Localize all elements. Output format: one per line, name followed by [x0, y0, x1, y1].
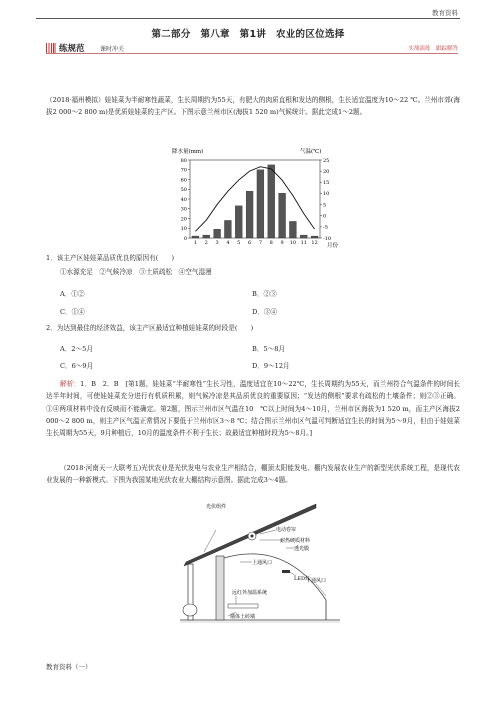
x-tick-label: 12 [311, 240, 318, 246]
right-tick-label: 25 [323, 157, 330, 164]
left-tick-label: 80 [180, 157, 187, 164]
left-tick-label: 40 [180, 196, 187, 203]
label-lower-vent: 下通风口 [306, 578, 327, 584]
right-axis-label: 气温(℃) [300, 149, 322, 155]
label-roller: 电动卷帘 [276, 527, 297, 533]
label-heat-material: 耐热硬质材料 [280, 538, 311, 544]
label-wall: 墙体土砖墙 [230, 614, 256, 620]
precip-bar [257, 170, 264, 238]
precip-bar [224, 220, 231, 238]
right-tick-label: 0 [323, 213, 327, 220]
q1-option-a: A．①② [60, 290, 85, 298]
label-led: LED灯 [294, 576, 310, 582]
x-tick-label: 8 [269, 240, 273, 246]
question-1: 1．该主产区娃娃菜品质优良的原因有( ) [46, 254, 175, 262]
q2-option-a: A．2～5月 [60, 345, 93, 353]
q2-option-d: D．9～12月 [252, 362, 290, 370]
left-tick-label: 10 [180, 226, 187, 233]
precip-bar [311, 236, 318, 238]
plot-frame [190, 160, 320, 238]
x-tick-label: 1 [193, 240, 198, 246]
greenhouse-diagram [176, 500, 344, 626]
q1-option-d: D．③④ [252, 308, 278, 316]
precip-bar [192, 236, 199, 238]
right-tick-label: 10 [323, 191, 330, 198]
right-tick-label: -5 [323, 224, 328, 231]
right-tick-label: 5 [323, 202, 327, 209]
x-tick-label: 11 [300, 240, 307, 246]
intro-paragraph-1: （2018·福州模拟）娃娃菜为半耐寒性蔬菜，生长周期约为55天，有肥大的肉质直根和发达的侧根，生长适宜温度为10～22 ℃。兰州市郊(海拔2 000～2 800 m)是优质娃娃菜的主产区。下图示意兰州市区(海拔1 520 m)气候统计。据此完成1～2题。 [46, 96, 460, 117]
left-tick-label: 70 [180, 167, 187, 174]
label-upper-vent: 上通风口 [252, 560, 273, 566]
intro-paragraph-2: （2018·河南天一大联考五)光伏农业是光伏发电与农业生产相结合，棚顶太阳能发电、棚内发展农业生产的新型光伏系统工程，是现代农业发展的一种新模式。下图为我国某地光伏农业大棚结构示意图。据此完成3～4题。 [46, 464, 460, 485]
x-unit-label: 月份 [327, 243, 339, 249]
climate-chart [170, 146, 340, 250]
header-rule [36, 18, 460, 19]
left-tick-label: 60 [180, 177, 187, 184]
q1-option-b: B．②③ [252, 290, 277, 298]
x-tick-label: 9 [280, 240, 284, 246]
banner-stripes-icon [46, 43, 56, 53]
x-tick-label: 10 [289, 240, 297, 246]
question-1-items: ①水源充足 ②气候冷凉 ③土质疏松 ④空气湿漫 [60, 268, 212, 276]
banner-main: 练规范 [59, 44, 85, 54]
footer: 教育资料（一） [46, 663, 92, 671]
header-tag: 教育资料 [432, 9, 458, 17]
precip-bar [268, 165, 275, 238]
x-tick-label: 7 [258, 240, 263, 246]
analysis [46, 378, 460, 439]
x-tick-label: 4 [226, 240, 230, 246]
left-tick-label: 20 [180, 216, 187, 223]
temperature-line [195, 167, 314, 232]
question-2: 2．为达到最佳的经济效益，该主产区最适宜种植娃娃菜的时段是( ) [46, 324, 254, 332]
right-tick-label: 20 [323, 168, 330, 175]
left-axis-label: 降水量(mm) [172, 149, 204, 155]
right-tick-label: 15 [323, 180, 330, 187]
left-tick-label: 30 [180, 206, 187, 213]
precip-bar [300, 235, 307, 238]
precip-bar [235, 206, 242, 238]
banner-right: 实战演练 跟踪解答 [408, 46, 458, 52]
precip-bar [279, 193, 286, 238]
x-tick-label: 2 [204, 240, 208, 246]
label-pv-module: 光伏组件 [206, 504, 227, 510]
q1-option-c: C．①④ [60, 308, 85, 316]
label-heater: 远红外加温系统 [232, 590, 268, 596]
banner-sub: 课时冲关 [100, 46, 125, 53]
precip-bar [214, 229, 221, 238]
page-title: 第二部分 第八章 第1讲 农业的区位选择 [151, 29, 345, 40]
precip-bar [246, 191, 253, 238]
x-tick-label: 5 [237, 240, 241, 246]
right-tick-label: -10 [323, 235, 332, 242]
analysis-label: 解析： [60, 380, 81, 388]
precip-bar [203, 235, 210, 238]
q2-option-b: B．5～8月 [252, 345, 286, 353]
left-tick-label: 0 [183, 235, 187, 242]
x-tick-label: 6 [247, 240, 252, 246]
analysis-body: 1．B 2．B [第1题，娃娃菜“半耐寒性”生长习性，温度适宜在10～22℃，生长周期约为55天，而兰州符合气温条件的时间长达半年时间，可使娃娃菜充分进行有机质积累，则气候冷凉是其品质优良的重要原因；“发达的侧根”要求有疏松的土壤条件；则②③正确。①④两项材料中没有反映而不能确定。第2题，图示兰州市区气温在10 ℃以上时间为4～10月，兰州市区海拔为1 520 m，而主产区海拔2 000～2 800 m，则主产区气温正常情况下要低于兰州市区3～8 ℃；结合图示兰州市区气温可判断适宜生长的时间为5～9月，但由于娃娃菜生长周期为55天，9月种植后，10月的温度条件不利于生长；故最适宜种植时段为5～8月。] [46, 380, 461, 438]
q2-option-c: C．6～9月 [60, 362, 94, 370]
precip-bar [289, 221, 296, 238]
x-tick-label: 3 [215, 240, 219, 246]
label-film: 透光膜 [294, 546, 310, 552]
section-banner [46, 42, 458, 54]
left-tick-label: 50 [180, 187, 187, 194]
